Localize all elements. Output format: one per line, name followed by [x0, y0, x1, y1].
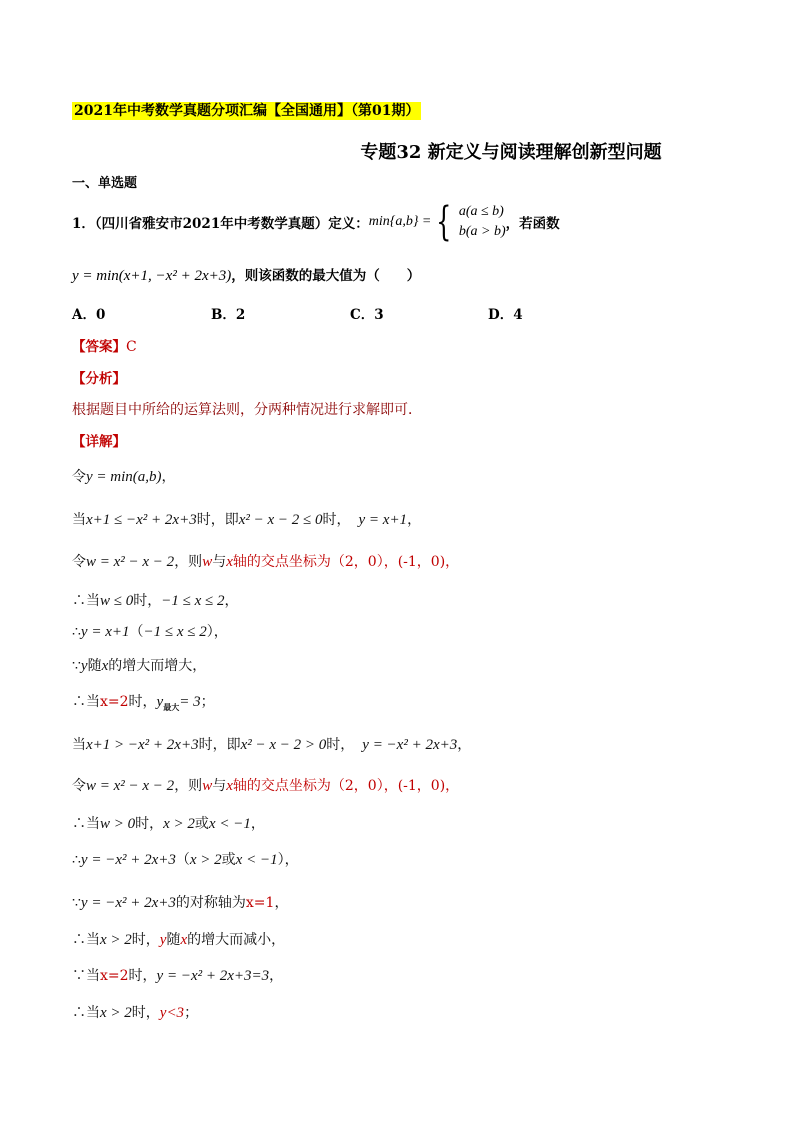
- l5-text-a: ∴: [72, 624, 81, 640]
- solution-line-5: [72, 621, 228, 641]
- source-header: [72, 100, 421, 120]
- answer-value: C: [126, 339, 137, 355]
- option-a[interactable]: A．0: [72, 307, 106, 323]
- l8-math-b: x+1 > −x² + 2x+3: [86, 737, 199, 753]
- l12-math-b: y = −x² + 2x+3: [80, 895, 176, 911]
- l9-math-b: w = x² − x − 2: [86, 778, 175, 794]
- l10-text-e: 或: [194, 816, 209, 832]
- l13-math-b: x > 2: [100, 932, 132, 948]
- solution-line-6: [72, 655, 206, 675]
- l11-text-c: （: [175, 852, 190, 868]
- l1-text: 令: [72, 469, 86, 485]
- l13-text-e: 随: [166, 932, 181, 948]
- l2-text-a: 当: [72, 512, 86, 528]
- solution-line-10: [72, 813, 265, 833]
- l4-punct: ，: [224, 593, 239, 609]
- solution-line-9: [72, 775, 459, 795]
- l2-text-c: 时，即: [196, 512, 239, 528]
- l1-punct: ，: [161, 469, 176, 485]
- answer-label: 【答案】: [72, 339, 126, 355]
- question-function-line: [72, 264, 420, 285]
- l15-punct: ；: [184, 1005, 199, 1021]
- option-d[interactable]: D．4: [488, 307, 523, 323]
- source-header-text: 2021年中考数学真题分项汇编【全国通用】（第01期）: [74, 103, 420, 119]
- l7-math-f: = 3: [179, 694, 201, 710]
- l11-text-a: ∴: [72, 852, 81, 868]
- l9-math-d: w: [202, 778, 213, 794]
- l10-text-c: 时，: [135, 816, 164, 832]
- l11-text-g: ），: [277, 852, 299, 868]
- solution-line-8: [72, 734, 471, 754]
- def-cases: [459, 202, 506, 242]
- question-number-source: 1．（四川省雅安市2021年中考数学真题）定义：: [72, 216, 369, 232]
- l4-text-c: 时，: [133, 593, 162, 609]
- def-case-1: a(a ≤ b): [458, 204, 504, 219]
- section-heading: 一、单选题: [72, 176, 138, 191]
- l3-text-c: ，则: [174, 554, 203, 570]
- l2-text-e: 时，: [322, 512, 351, 528]
- l4-text-a: ∴当: [72, 593, 100, 609]
- l5-math-d: −1 ≤ x ≤ 2: [143, 624, 207, 640]
- l11-text-e: 或: [221, 852, 236, 868]
- l5-text-c: （: [129, 624, 144, 640]
- l11-math-d: x > 2: [189, 852, 222, 868]
- l10-punct: ，: [250, 816, 265, 832]
- l10-math-b: w > 0: [100, 816, 136, 832]
- l14-text-c: 时，: [128, 968, 157, 984]
- question-stem: [72, 200, 560, 244]
- l7-sub: 最大: [163, 701, 180, 712]
- l2-math-b: x+1 ≤ −x² + 2x+3: [86, 512, 197, 528]
- l3-math-b: w = x² − x − 2: [86, 554, 175, 570]
- question-after-def: ，若函数: [505, 216, 560, 232]
- l7-text-a: ∴当: [72, 694, 100, 710]
- l7-text-c: 时，: [128, 694, 157, 710]
- l10-text-a: ∴当: [72, 816, 100, 832]
- l8-math-d: x² − x − 2 > 0: [240, 737, 327, 753]
- analysis-text: 根据题目中所给的运算法则，分两种情况进行求解即可．: [72, 402, 422, 418]
- l14-text-a: ∵当: [72, 968, 100, 984]
- l9-text-g: 轴的交点坐标为（2，0），(-1，0)，: [232, 778, 460, 794]
- l7-punct: ；: [200, 694, 215, 710]
- options-row: [72, 303, 523, 323]
- l12-text-a: ∵: [72, 895, 81, 911]
- l3-math-f: x: [226, 554, 233, 570]
- l12-text-c: 的对称轴为: [175, 895, 246, 911]
- l6-text-a: ∵: [72, 658, 81, 674]
- solution-line-14: [72, 965, 283, 985]
- l12-punct: ，: [274, 895, 289, 911]
- l15-text-a: ∴当: [72, 1005, 100, 1021]
- solution-line-12: [72, 892, 288, 912]
- l9-math-f: x: [226, 778, 233, 794]
- l9-text-e: 与: [212, 778, 227, 794]
- min-definition: [368, 199, 506, 245]
- l10-math-d: x > 2: [163, 816, 195, 832]
- l11-math-b: y = −x² + 2x+3: [80, 852, 176, 868]
- analysis-label: 【分析】: [72, 371, 126, 387]
- solution-line-3: [72, 551, 459, 571]
- solution-line-15: [72, 1002, 198, 1022]
- answer-row: [72, 335, 137, 355]
- l5-text-e: ），: [206, 624, 228, 640]
- page-title: 专题32 新定义与阅读理解创新型问题: [360, 142, 662, 163]
- l1-math: y = min(a,b): [86, 469, 162, 485]
- l15-text-c: 时，: [131, 1005, 160, 1021]
- question-function: y = min(x+1, −x² + 2x+3): [72, 268, 232, 284]
- l14-math-d: y = −x² + 2x+3=3: [156, 968, 270, 984]
- l8-text-e: 时，: [326, 737, 355, 753]
- l12-text-d: x=1: [245, 895, 275, 911]
- l13-text-a: ∴当: [72, 932, 100, 948]
- l6-math-d: x: [101, 658, 109, 674]
- def-lhs: min{a,b} =: [368, 214, 432, 229]
- l13-text-g: 的增大而减小，: [187, 932, 286, 948]
- l4-math-b: w ≤ 0: [100, 593, 134, 609]
- l5-math-b: y = x+1: [80, 624, 130, 640]
- solution-line-2: [72, 509, 421, 529]
- l9-text-a: 令: [72, 778, 86, 794]
- l14-text-b: x=2: [100, 968, 129, 984]
- l15-math-d: y<3: [159, 1005, 185, 1021]
- solution-line-7: [72, 691, 215, 713]
- l3-text-a: 令: [72, 554, 86, 570]
- l11-math-f: x < −1: [235, 852, 278, 868]
- l2-math-f: y = x+1: [358, 512, 408, 528]
- brace-symbol: {: [436, 199, 452, 245]
- l3-text-e: 与: [212, 554, 227, 570]
- solution-line-13: [72, 929, 285, 949]
- l15-math-b: x > 2: [100, 1005, 132, 1021]
- l8-punct: ，: [457, 737, 472, 753]
- l2-punct: ，: [407, 512, 422, 528]
- l7-math-d: y: [156, 694, 164, 710]
- l6-text-e: 的增大而增大，: [108, 658, 207, 674]
- l9-text-c: ，则: [174, 778, 203, 794]
- l2-math-d: x² − x − 2 ≤ 0: [238, 512, 323, 528]
- l13-math-d: y: [159, 932, 167, 948]
- solution-line-1: [72, 466, 176, 486]
- l3-math-d: w: [202, 554, 213, 570]
- option-b[interactable]: B．2: [211, 307, 246, 323]
- question-function-tail: ，则该函数的最大值为（ ）: [231, 268, 421, 284]
- l13-math-f: x: [180, 932, 188, 948]
- l6-text-c: 随: [87, 658, 102, 674]
- solution-line-4: [72, 590, 239, 610]
- l4-math-d: −1 ≤ x ≤ 2: [161, 593, 225, 609]
- def-case-2: b(a > b): [458, 224, 506, 239]
- l14-punct: ，: [269, 968, 284, 984]
- solution-line-11: [72, 849, 299, 869]
- l6-math-b: y: [80, 658, 88, 674]
- l8-text-a: 当: [72, 737, 86, 753]
- l8-text-c: 时，即: [198, 737, 241, 753]
- l10-math-f: x < −1: [208, 816, 251, 832]
- detail-label: 【详解】: [72, 434, 126, 450]
- option-c[interactable]: C．3: [350, 307, 384, 323]
- l13-text-c: 时，: [131, 932, 160, 948]
- l8-math-f: y = −x² + 2x+3: [362, 737, 458, 753]
- l7-text-b: x=2: [100, 694, 129, 710]
- l3-text-g: 轴的交点坐标为（2，0），(-1，0)，: [232, 554, 460, 570]
